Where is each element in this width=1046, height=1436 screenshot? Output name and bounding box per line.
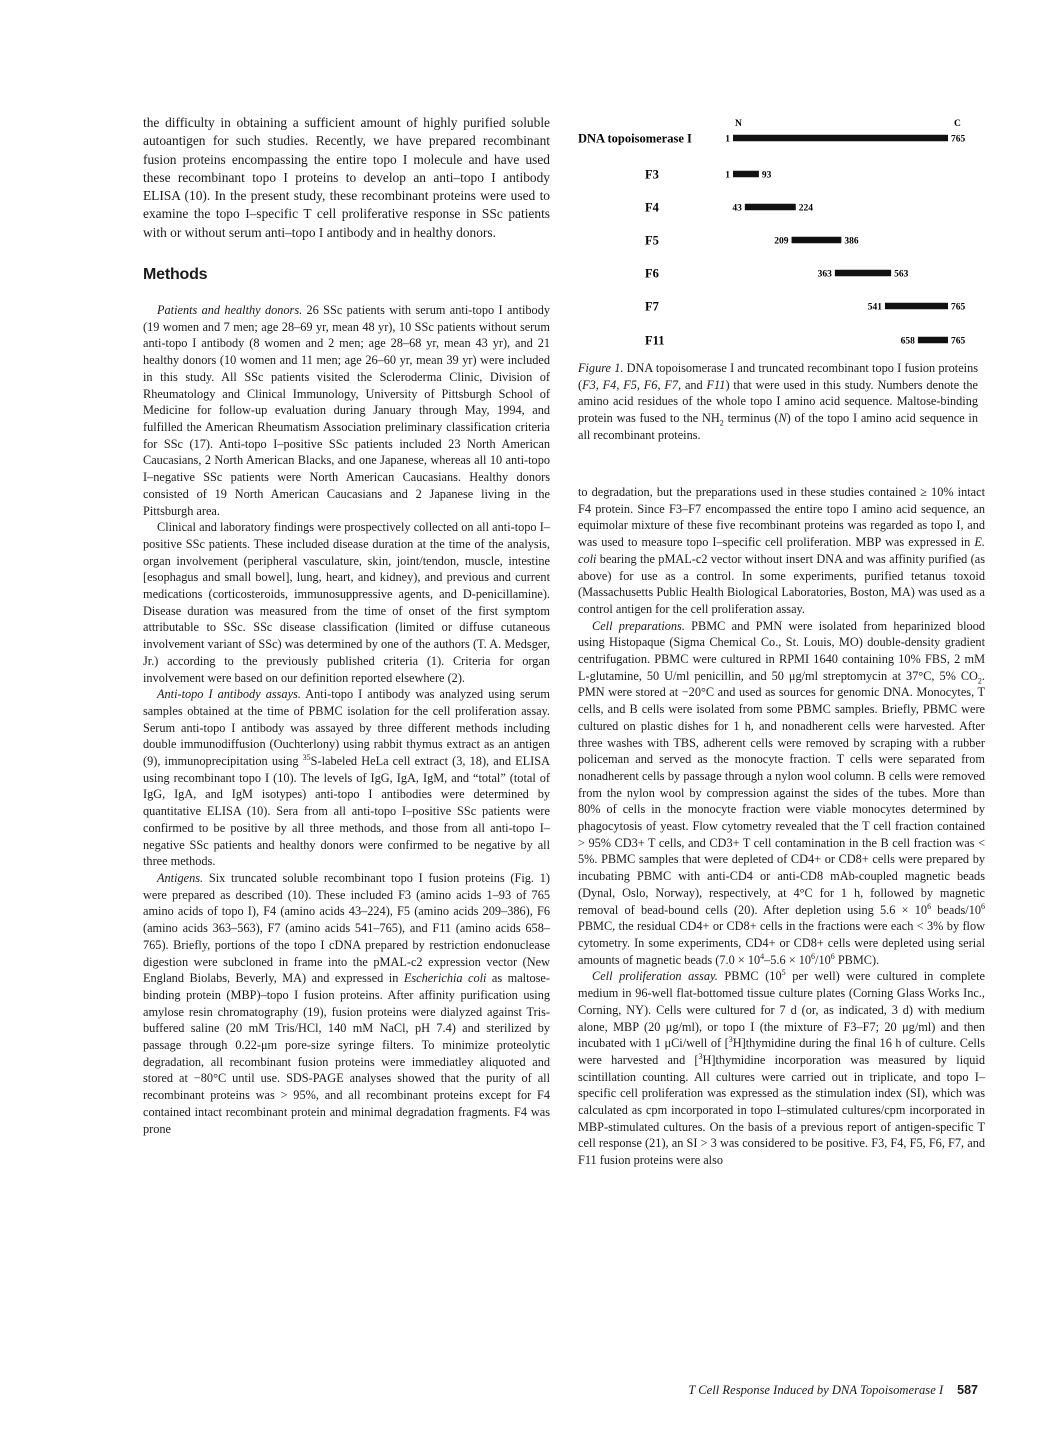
caption-text-a: DNA topoisomerase I and truncated recombinant topo I fusion proteins (: [578, 361, 978, 392]
left-column: [143, 114, 550, 1137]
assays-paragraph: [143, 686, 550, 870]
end-residue-f6: 563: [894, 269, 909, 280]
figure-diagram: [578, 114, 978, 354]
prolif-text-a: PBMC (10: [717, 969, 782, 984]
patients-paragraph: [143, 302, 550, 519]
right-p1-text-a: to degradation, but the preparations used in these studies contained ≥ 10% intact F4 protein. Since F3–F7 encompassed the entire topo I amino acid sequence, an equimolar mixture of these five recombinant proteins was regarded as topo I, and was used to measure topo I–specific cell proliferation. MBP was expressed in: [578, 485, 985, 550]
right-column: [578, 484, 985, 1169]
start-residue-f11: 658: [900, 336, 915, 347]
bar-f4: [745, 204, 796, 211]
row-label-topo-i: DNA topoisomerase I: [578, 131, 692, 146]
degradation-paragraph: [578, 484, 985, 618]
start-residue-topo-i: 1: [725, 134, 730, 145]
start-residue-f6: 363: [817, 269, 832, 280]
bar-f3: [733, 171, 759, 178]
page-footer: [618, 1383, 978, 1398]
caption-f11: F11: [706, 377, 726, 392]
row-label-f11: F11: [645, 333, 665, 348]
caption-fragments: F3, F4, F5, F6, F7,: [582, 377, 682, 392]
start-residue-f4: 43: [732, 203, 742, 214]
prolif-text-c: H]thymidine during the final 16 h of culture. Cells were harvested and [: [578, 1036, 985, 1067]
antigens-text-b: as maltose-binding protein (MBP)–topo I fusion proteins. After affinity purification using amylose resin chromatography (19), fusion proteins were dialyzed against Tris-buffered saline (20 mM Tris/HCl, 140 mM NaCl, pH 7.4) and sterilized by passage through 0.22-μm pore-size syringe filters. To minimize proteolytic degradation, all recombinant fusion proteins were immediatley aliquoted and stored at −80°C until use. SDS-PAGE analyses showed that the purity of all recombinant proteins was > 95%, and all recombinant proteins except for F4 contained intact recombinant protein and minimal degradation fragments. F4 was prone: [143, 971, 550, 1136]
cell-prep-sup1: 6: [927, 901, 932, 911]
cell-prep-text-a: PBMC and PMN were isolated from heparinized blood using Histopaque (Sigma Chemical Co., St. Louis, MO) double-density gradient centrifugation. PBMC were cultured in RPMI 1640 containing 10% FBS, 2 mM L-glutamine, 50 U/ml penicillin, and 50 μg/ml streptomycin at 37°C, 5% CO: [578, 618, 985, 683]
antigens-text-a: Six truncated soluble recombinant topo I fusion proteins (Fig. 1) were prepared as described (10). These included F3 (amino acids 1–93 of 765 amino acids of topo I), F4 (amino acids 43–224), F5 (amino acids 209–386), F6 (amino acids 363–563), F7 (amino acids 541–765), and F11 (amino acids 658–765). Briefly, portions of the topo I cDNA prepared by restriction endonuclease digestion were subcloned in frame into the pMAL-c2 expression vector (New England Biolabs, Beverly, MA) and expressed in: [143, 870, 550, 986]
bar-topo-i: [733, 135, 948, 142]
right-p1-text-b: bearing the pMAL-c2 vector without insert DNA and was affinity purified (as above) for use as a control. In some experiments, purified tetanus toxoid (Massachusetts Public Health Biological Laboratories, Boston, MA) was used as a control antigen for the cell proliferation assay.: [578, 551, 985, 616]
figure-caption: [578, 360, 978, 444]
caption-text-c: terminus (: [723, 411, 779, 426]
right-p1-italic: E. coli: [578, 535, 985, 566]
cell-prep-text-f: /10: [815, 952, 831, 967]
prolif-sup2: 3: [728, 1035, 733, 1045]
patients-runin: Patients and healthy donors.: [157, 303, 303, 318]
cell-prep-text-g: PBMC).: [834, 952, 880, 967]
row-label-f6: F6: [645, 266, 659, 281]
caption-label: Figure 1.: [578, 361, 624, 375]
prolif-text-b: per well) were cultured in complete medium in 96-well flat-bottomed tissue culture plates (Corning Glass Works Inc., Corning, NY). Cells were cultured for 7 d (or, as indicated, 3 d) with medium alone, MBP (20 μg/ml), or topo I (the mixture of F3–F7; 20 μg/ml) and then incubated with 1 μCi/well of [: [578, 969, 986, 1051]
methods-heading: Methods: [143, 266, 208, 284]
assays-runin: Anti-topo I antibody assays.: [157, 687, 301, 702]
antigens-italic: Escherichia coli: [403, 971, 487, 986]
prolif-text-d: H]thymidine incorporation was measured by liquid scintillation counting. All cultures were carried out in triplicate, and topo I–specific cell proliferation was expressed as the stimulation index (SI), which was calculated as cpm incorporated in topo I–stimulated cultures/cpm incorporated in MBP-stimulated cultures. On the basis of a previous report of antigen-specific T cell response (21), an SI > 3 was considered to be positive. F3, F4, F5, F6, F7, and F11 fusion proteins were also: [578, 1052, 985, 1168]
running-title: T Cell Response Induced by DNA Topoisomerase I: [688, 1383, 944, 1397]
assays-text-b: S-labeled HeLa cell extract (3, 18), and ELISA using recombinant topo I (10). The levels of IgG, IgA, IgM, and “total” (total of IgG, IgA, and IgM isotypes) anti-topo I antibodies were determined by quantitative ELISA (10). Sera from all anti-topo I–positive SSc patients were confirmed to be positive by all three methods, and those from all anti-topo I–negative SSc patients and healthy donors were confirmed to be negative by all three methods.: [143, 754, 550, 869]
cell-prep-sup4: 6: [811, 951, 816, 961]
end-residue-f5: 386: [844, 236, 859, 247]
end-residue-f3: 93: [761, 170, 772, 181]
row-label-f5: F5: [645, 233, 659, 248]
caption-and: and: [681, 377, 707, 392]
intro-section: [143, 114, 550, 242]
end-residue-topo-i: 765: [951, 134, 966, 145]
cell-prep-text-c: beads/10: [931, 902, 981, 917]
caption-text-d: ) of the topo I amino acid sequence in all recombinant proteins.: [578, 411, 978, 442]
cell-prep-text-b: . PMN were stored at −20°C and used as sources for genomic DNA. Monocytes, T cells, and B cells were isolated from some PBMC samples. Briefly, PBMC were cultured on plastic dishes for 1 h, and nonadherent cells were harvested. After three washes with TBS, adherent cells were removed by scraping with a rubber policeman and served as the monocyte fraction. T cells were separated from nonadherent cells by passage through a nylon wool column. B cells were removed from the nylon wool by compression against the sides of the tubes. More than 80% of cells in the monocyte fraction were viable monocytes determined by phagocytosis of yeast. Flow cytometry revealed that the T cell fraction contained > 95% CD3+ T cells, and CD3+ T cell contamination in the B cell fraction was < 5%. PBMC samples that were depleted of CD4+ or CD8+ cells were prepared by incubating PBMC with anti-CD4 or anti-CD8 mAb-coupled magnetic beads (Dynal, Oslo, Norway), respectively, at 4°C for 1 h, followed by magnetic removal of bead-bound cells (20). After depletion using 5.6 × 10: [578, 668, 985, 917]
start-residue-f7: 541: [867, 302, 882, 313]
bar-f7: [885, 303, 948, 310]
prolif-sup3: 3: [698, 1051, 703, 1061]
intro-paragraph: the difficulty in obtaining a sufficient amount of highly purified soluble autoantigen for such studies. Recently, we have prepared recombinant fusion proteins encompassing the entire topo I molecule and have used these recombinant topo I proteins to develop an anti–topo I antibody ELISA (10). In the present study, these recombinant proteins were used to examine the topo I–specific T cell proliferative response in SSc patients with or without serum anti–topo I antibody and in healthy donors.: [143, 115, 550, 240]
cell-prep-text-e: –5.6 × 10: [764, 952, 812, 967]
cell-prep-sup5: 6: [830, 951, 835, 961]
start-residue-f5: 209: [774, 236, 789, 247]
start-residue-f3: 1: [725, 170, 730, 181]
cell-prep-paragraph: [578, 618, 985, 969]
row-label-f7: F7: [645, 299, 659, 314]
assays-text-a: Anti-topo I antibody was analyzed using serum samples obtained at the time of PBMC isolation for the cell proliferation assay. Serum anti-topo I antibody was assayed by three different methods including double immunodiffusion (Ouchterlony) using rabbit thymus extract as an antigen (9), immunoprecipitation using: [143, 687, 550, 769]
cell-prep-runin: Cell preparations.: [592, 618, 685, 633]
bar-f5: [792, 237, 842, 244]
patients-text: 26 SSc patients with serum anti-topo I antibody (19 women and 7 men; age 28–69 yr, mean 48 yr), 10 SSc patients without serum anti-topo I antibody (8 women and 2 men; age 28–68 yr, mean 43 yr), and 21 healthy donors (10 women and 11 men; age 26–60 yr, mean 39 yr) were included in this study. All SSc patients visited the Scleroderma Clinic, Division of Rheumatology and Clinical Immunology, University of Pittsburgh School of Medicine for follow-up evaluation during January through May, 1994, and fulfilled the American Rheumatism Association preliminary classification criteria for SSc (17). Anti-topo I–positive SSc patients included 23 North American Caucasians, 2 North American Blacks, and one Japanese, whereas all 10 anti-topo I–negative SSc patients were North American Caucasians. Healthy donors consisted of 19 North American Caucasians and 2 Japanese living in the Pittsburgh area.: [143, 303, 550, 518]
caption-n: N: [778, 411, 787, 426]
assays-sup: 35: [302, 752, 311, 762]
row-label-f4: F4: [645, 200, 659, 215]
end-residue-f11: 765: [951, 336, 966, 347]
prolif-sup1: 5: [781, 968, 786, 978]
figure-1: [578, 114, 978, 354]
bar-f6: [835, 270, 891, 277]
cell-prep-text-d: PBMC, the residual CD4+ or CD8+ cells in the fractions were each < 3% by flow cytometry. In some experiments, CD4+ or CD8+ cells were depleted using serial amounts of magnetic beads (7.0 × 10: [578, 919, 985, 967]
page-number: 587: [957, 1383, 978, 1397]
clinical-paragraph: Clinical and laboratory findings were prospectively collected on all anti-topo I–positive SSc patients. These included disease duration at the time of the analysis, organ involvement (peripheral vasculature, skin, joint/tendon, muscle, intestine [esophagus and small bowel], lung, heart, and kidney), and previous and current medications (corticosteroids, immunosuppressive agents, and D-penicillamine). Disease duration was measured from the time of onset of the first symptom attributable to SSc. SSc disease classification (limited or diffuse cutaneous involvement variant of SSc) was determined by one of the authors (T. A. Medsger, Jr.) according to the previously published criteria (1). Criteria for organ involvement were based on our definition reported elsewhere (2).: [143, 520, 550, 685]
caption-sub: 2: [719, 418, 724, 428]
c-terminus-label: C: [954, 119, 961, 129]
end-residue-f4: 224: [798, 203, 814, 214]
prolif-paragraph: [578, 968, 985, 1168]
antigens-paragraph: [143, 870, 550, 1137]
prolif-runin: Cell proliferation assay.: [592, 969, 718, 984]
cell-prep-sup2: 6: [981, 901, 985, 911]
caption-text-b: ) that were used in this study. Numbers denote the amino acid residues of the whole topo I amino acid sequence. Maltose-binding protein was fused to the NH: [578, 377, 979, 426]
n-terminus-label: N: [735, 119, 742, 129]
antigens-runin: Antigens.: [157, 870, 204, 885]
cell-prep-sup3: 4: [760, 951, 765, 961]
row-label-f3: F3: [645, 167, 659, 182]
end-residue-f7: 765: [951, 302, 966, 313]
bar-f11: [918, 337, 948, 344]
cell-prep-sub: 2: [977, 676, 982, 686]
